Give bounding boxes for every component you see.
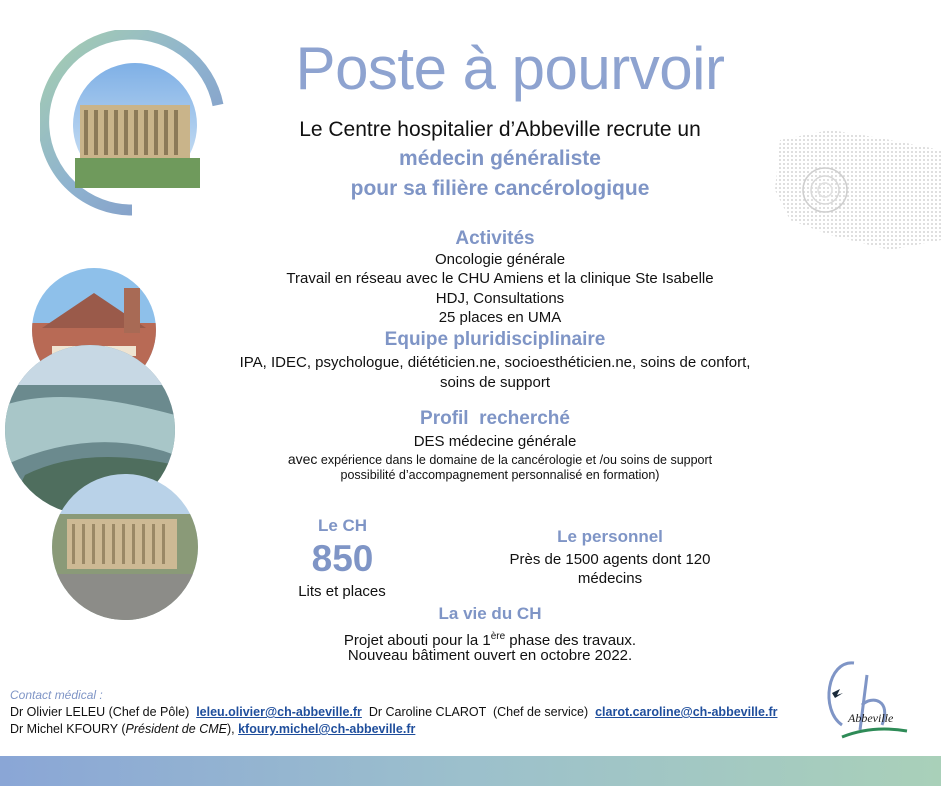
profile-heading <box>350 408 640 430</box>
contact-label: Contact médical : <box>10 688 103 702</box>
life-line: Nouveau bâtiment ouvert en octobre 2022. <box>347 647 633 664</box>
life-line-suffix: phase des travaux. <box>505 632 637 649</box>
page-title: Poste à pourvoir <box>295 35 725 102</box>
activities-heading: Activités <box>455 228 535 249</box>
contact-kfoury-sep: ), <box>226 722 239 736</box>
activity-item: 25 places en UMA <box>438 309 562 326</box>
staff-line: médecins <box>577 570 643 587</box>
team-line: soins de support <box>439 374 551 391</box>
email-link-leleu[interactable]: leleu.olivier@ch-abbeville.fr <box>196 705 362 719</box>
recruit-line: Le Centre hospitalier d’Abbeville recrute un <box>299 118 701 141</box>
profile-line <box>240 451 760 467</box>
activity-item: Travail en réseau avec le CHU Amiens et la clinique Ste Isabelle <box>286 270 714 287</box>
activity-item: HDJ, Consultations <box>435 290 565 307</box>
profile-line-prefix: avec <box>287 451 318 467</box>
profile-line: possibilité d’accompagnement personnalisé en formation) <box>340 468 660 482</box>
profile-line: DES médecine générale <box>413 433 577 450</box>
email-link-kfoury[interactable]: kfoury.michel@ch-abbeville.fr <box>238 722 416 736</box>
life-line-sup: ère <box>490 631 506 642</box>
contact-leleu: Dr Olivier LELEU (Chef de Pôle) <box>10 705 197 719</box>
life-line-prefix: Projet abouti pour la 1 <box>343 632 491 649</box>
team-line: IPA, IDEC, psychologue, diététicien.ne, socioesthéticien.ne, soins de confort, <box>239 354 751 371</box>
ch-beds-number: 850 <box>311 538 374 579</box>
ch-abbeville-logo <box>812 655 912 745</box>
profile-line-rest: expérience dans le domaine de la cancérologie et /ou soins de support <box>317 453 713 467</box>
logo-text: Abbeville <box>848 711 894 725</box>
ch-beds-caption: Lits et places <box>298 583 386 600</box>
staff-line: Près de 1500 agents dont 120 <box>509 551 711 568</box>
life-heading: La vie du CH <box>438 604 542 623</box>
contact-line-1 <box>10 705 777 719</box>
hospital-arc-decoration <box>40 30 230 220</box>
contact-kfoury: Dr Michel KFOURY ( <box>10 722 126 736</box>
contact-kfoury-role: Président de CME <box>125 722 227 736</box>
job-title-line1: médecin généraliste <box>399 147 601 170</box>
contact-clarot: Dr Caroline CLAROT (Chef de service) <box>361 705 596 719</box>
email-link-clarot[interactable]: clarot.caroline@ch-abbeville.fr <box>595 705 778 719</box>
staff-heading: Le personnel <box>557 527 663 546</box>
footer-band <box>0 756 941 786</box>
contact-line-2 <box>10 722 415 736</box>
region-map-decoration <box>770 130 941 250</box>
team-heading: Equipe pluridisciplinaire <box>384 329 606 350</box>
profile-heading-text: Profil recherché <box>420 408 570 429</box>
job-title-line2: pour sa filière cancérologique <box>350 177 650 200</box>
activity-item: Oncologie générale <box>434 251 566 268</box>
hospital-aerial-photo <box>52 474 198 620</box>
ch-heading: Le CH <box>317 516 368 535</box>
bird-icon <box>832 689 843 698</box>
